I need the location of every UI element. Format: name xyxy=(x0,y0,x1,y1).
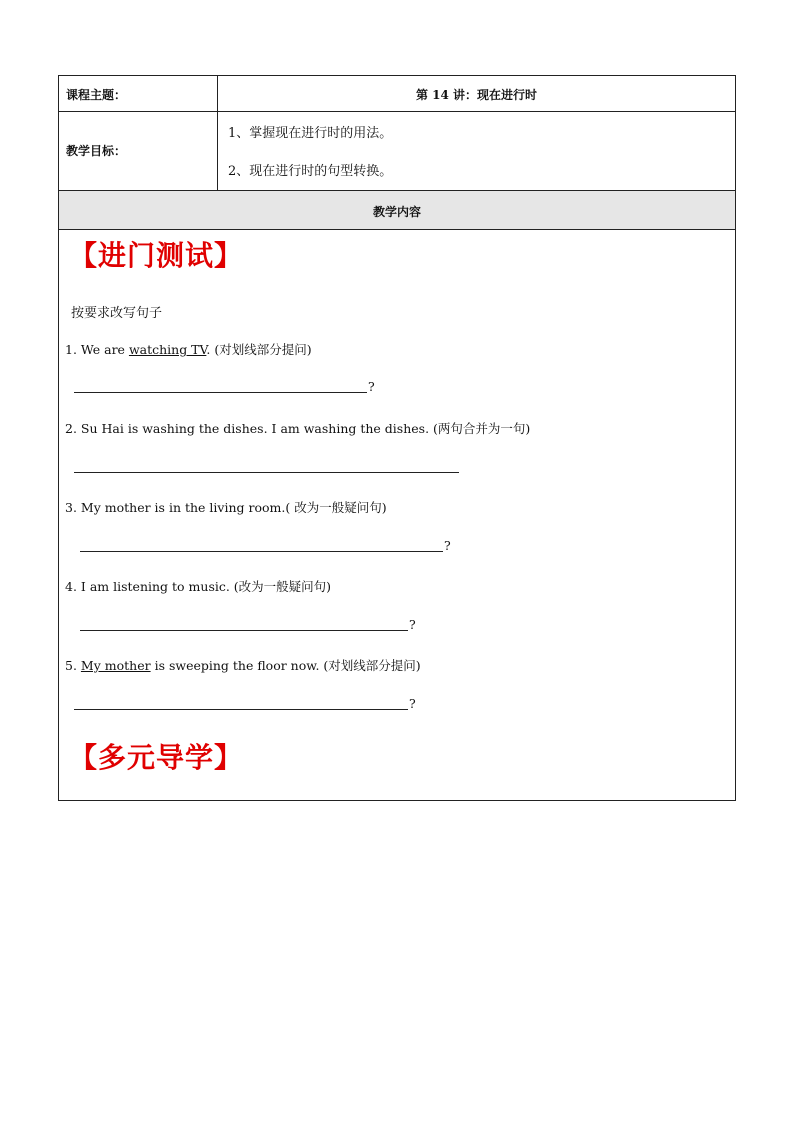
question-3-number: 3. xyxy=(65,500,77,515)
objective-label: 教学目标： xyxy=(66,144,127,158)
objective-item-2: 2、现在进行时的句型转换。 xyxy=(228,164,393,179)
question-1-pre: We are xyxy=(80,342,125,357)
answer-line-4[interactable] xyxy=(80,617,415,631)
question-5-number: 5. xyxy=(65,658,77,673)
guided-learning-heading: 【多元导学】 xyxy=(69,741,244,774)
question-2 xyxy=(65,419,530,437)
question-1 xyxy=(65,340,312,358)
answer-4-mark: ? xyxy=(409,617,416,632)
content-title: 教学内容 xyxy=(372,205,421,219)
answer-line-5[interactable] xyxy=(74,696,415,710)
question-1-post: . (对划线部分提问) xyxy=(206,342,312,357)
topic-row xyxy=(59,76,735,112)
topic-value: 第 14 讲：现在进行时 xyxy=(415,88,538,102)
objective-value-cell xyxy=(218,112,735,190)
question-5-underlined: My mother xyxy=(80,658,151,673)
content-header-row xyxy=(59,191,735,230)
answer-underline-1 xyxy=(74,392,367,393)
question-3 xyxy=(65,498,387,516)
lesson-sheet xyxy=(58,75,736,801)
answer-underline-2 xyxy=(74,472,459,473)
answer-line-3[interactable] xyxy=(80,538,452,552)
answer-underline-4 xyxy=(80,630,408,631)
question-1-number: 1. xyxy=(65,342,77,357)
question-4-number: 4. xyxy=(65,579,77,594)
answer-underline-3 xyxy=(80,551,443,552)
answer-5-mark: ? xyxy=(409,696,416,711)
answer-3-mark: ? xyxy=(444,538,451,553)
topic-label: 课程主题： xyxy=(66,88,127,102)
objective-label-cell xyxy=(59,112,218,190)
question-3-text: My mother is in the living room.( 改为一般疑问句) xyxy=(80,500,387,515)
entry-test-heading: 【进门测试】 xyxy=(69,239,244,272)
topic-label-cell xyxy=(59,76,218,111)
question-2-number: 2. xyxy=(65,421,77,436)
answer-underline-5 xyxy=(74,709,408,710)
objective-item-1: 1、掌握现在进行时的用法。 xyxy=(228,126,393,141)
question-2-text: Su Hai is washing the dishes. I am washing the dishes. (两句合并为一句) xyxy=(80,421,531,436)
question-5 xyxy=(65,656,421,674)
answer-1-mark: ? xyxy=(368,379,375,394)
instruction-text: 按要求改写句子 xyxy=(71,306,163,321)
answer-line-2[interactable] xyxy=(74,459,459,473)
question-5-post: is sweeping the floor now. (对划线部分提问) xyxy=(150,658,421,673)
objective-row xyxy=(59,112,735,191)
topic-value-cell xyxy=(218,76,735,111)
question-4 xyxy=(65,577,331,595)
question-1-underlined: watching TV xyxy=(128,342,207,357)
answer-line-1[interactable] xyxy=(74,379,374,393)
question-4-text: I am listening to music. (改为一般疑问句) xyxy=(80,579,332,594)
